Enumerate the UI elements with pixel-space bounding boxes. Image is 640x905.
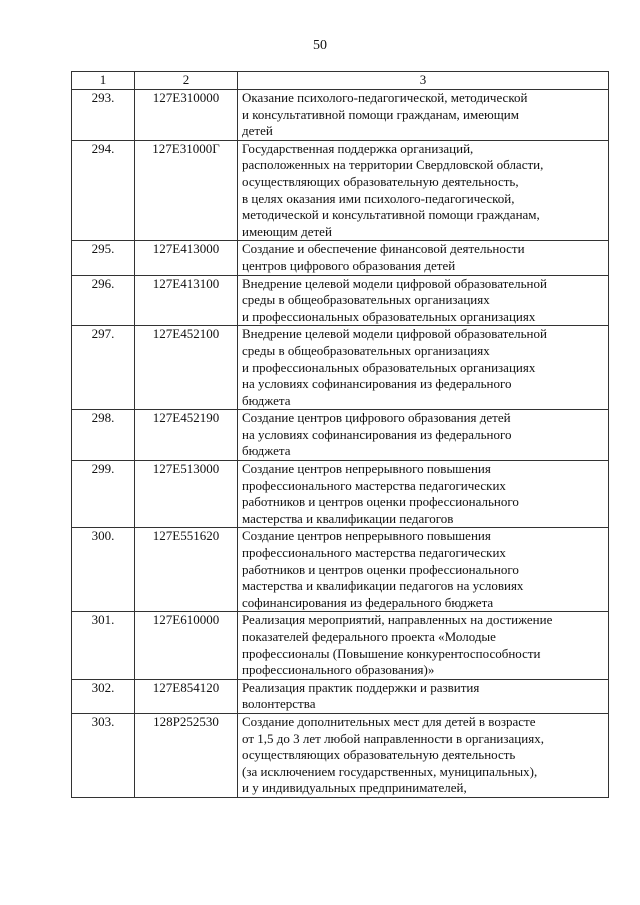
row-description	[238, 713, 609, 797]
header-col-3: 3	[238, 72, 609, 90]
row-number: 298.	[72, 410, 135, 461]
budget-code: 127E310000	[135, 90, 238, 141]
description-line: Создание дополнительных мест для детей в возрасте	[242, 713, 536, 729]
budget-codes-table	[71, 71, 609, 798]
description-line: расположенных на территории Свердловской области,	[242, 157, 544, 173]
description-line: и профессиональных образовательных организациях	[242, 308, 536, 324]
description-line: Государственная поддержка организаций,	[242, 140, 474, 156]
description-line: мастерства и квалификации педагогов на условиях	[242, 578, 524, 594]
row-description	[238, 241, 609, 275]
row-number: 294.	[72, 140, 135, 241]
description-line: работников и центров оценки профессионального	[242, 561, 519, 577]
description-line: и профессиональных образовательных организациях	[242, 359, 536, 375]
row-description	[238, 275, 609, 326]
table-row	[72, 90, 609, 141]
description-line: профессионального мастерства педагогических	[242, 545, 506, 561]
row-description	[238, 679, 609, 713]
description-line: Внедрение целевой модели цифровой образовательной	[242, 326, 547, 342]
table-row	[72, 410, 609, 461]
row-description	[238, 410, 609, 461]
page-number: 50	[313, 38, 327, 53]
description-line: на условиях софинансирования из федерального	[242, 376, 512, 392]
description-line: профессионалы (Повышение конкурентоспособности	[242, 645, 541, 661]
row-number: 299.	[72, 461, 135, 528]
description-line: показателей федерального проекта «Молодые	[242, 629, 496, 644]
header-col-1: 1	[72, 72, 135, 90]
description-line: Оказание психолого-педагогической, методической	[242, 90, 528, 105]
budget-code: 127E31000Г	[135, 140, 238, 241]
table-body	[72, 90, 609, 798]
row-description	[238, 140, 609, 241]
description-line: Создание центров непрерывного повышения	[242, 528, 491, 544]
row-number: 293.	[72, 90, 135, 141]
budget-code: 127E551620	[135, 528, 238, 612]
budget-code: 127E413000	[135, 241, 238, 275]
description-line: центров цифрового образования детей	[242, 257, 456, 273]
row-number: 297.	[72, 326, 135, 410]
description-line: имеющим детей	[242, 223, 332, 239]
table-row	[72, 461, 609, 528]
row-description	[238, 461, 609, 528]
row-description	[238, 326, 609, 410]
row-number: 301.	[72, 612, 135, 679]
description-line: детей	[242, 123, 273, 139]
description-line: на условиях софинансирования из федерального	[242, 426, 512, 442]
table-row	[72, 612, 609, 679]
budget-code: 128P252530	[135, 713, 238, 797]
description-line: софинансирования из федерального бюджета	[242, 594, 494, 610]
description-line: и у индивидуальных предпринимателей,	[242, 780, 467, 796]
row-number: 295.	[72, 241, 135, 275]
header-col-2: 2	[135, 72, 238, 90]
budget-code: 127E452100	[135, 326, 238, 410]
description-line: Реализация практик поддержки и развития	[242, 679, 480, 695]
budget-code: 127E610000	[135, 612, 238, 679]
table-row	[72, 326, 609, 410]
description-line: Создание и обеспечение финансовой деятельности	[242, 241, 525, 257]
description-line: работников и центров оценки профессионального	[242, 494, 519, 510]
table-row	[72, 713, 609, 797]
row-description	[238, 612, 609, 679]
description-line: волонтерства	[242, 696, 316, 712]
table-row	[72, 528, 609, 612]
description-line: и консультативной помощи гражданам, имеющим	[242, 106, 519, 122]
description-line: среды в общеобразовательных организациях	[242, 292, 490, 308]
row-description	[238, 528, 609, 612]
row-number: 302.	[72, 679, 135, 713]
description-line: бюджета	[242, 392, 291, 408]
description-line: Реализация мероприятий, направленных на достижение	[242, 612, 553, 628]
description-line: мастерства и квалификации педагогов	[242, 510, 454, 526]
table-row	[72, 140, 609, 241]
budget-code: 127E413100	[135, 275, 238, 326]
description-line: от 1,5 до 3 лет любой направленности в организациях,	[242, 730, 544, 746]
row-number: 296.	[72, 275, 135, 326]
row-number: 300.	[72, 528, 135, 612]
description-line: бюджета	[242, 443, 291, 459]
description-line: осуществляющих образовательную деятельность	[242, 747, 516, 763]
budget-code: 127E452190	[135, 410, 238, 461]
budget-code: 127E513000	[135, 461, 238, 528]
row-description	[238, 90, 609, 141]
table-row	[72, 275, 609, 326]
description-line: осуществляющих образовательную деятельность,	[242, 173, 519, 189]
table-row	[72, 679, 609, 713]
description-line: профессионального мастерства педагогических	[242, 477, 506, 493]
row-number: 303.	[72, 713, 135, 797]
description-line: Создание центров цифрового образования детей	[242, 410, 511, 426]
description-line: (за исключением государственных, муниципальных),	[242, 763, 538, 779]
header-row	[72, 72, 609, 90]
description-line: Внедрение целевой модели цифровой образовательной	[242, 275, 547, 291]
description-line: в целях оказания ими психолого-педагогической,	[242, 190, 515, 206]
budget-code: 127E854120	[135, 679, 238, 713]
description-line: Создание центров непрерывного повышения	[242, 461, 491, 477]
description-line: профессионального образования)»	[242, 662, 435, 678]
description-line: методической и консультативной помощи гражданам,	[242, 207, 540, 223]
table-row	[72, 241, 609, 275]
description-line: среды в общеобразовательных организациях	[242, 342, 490, 358]
